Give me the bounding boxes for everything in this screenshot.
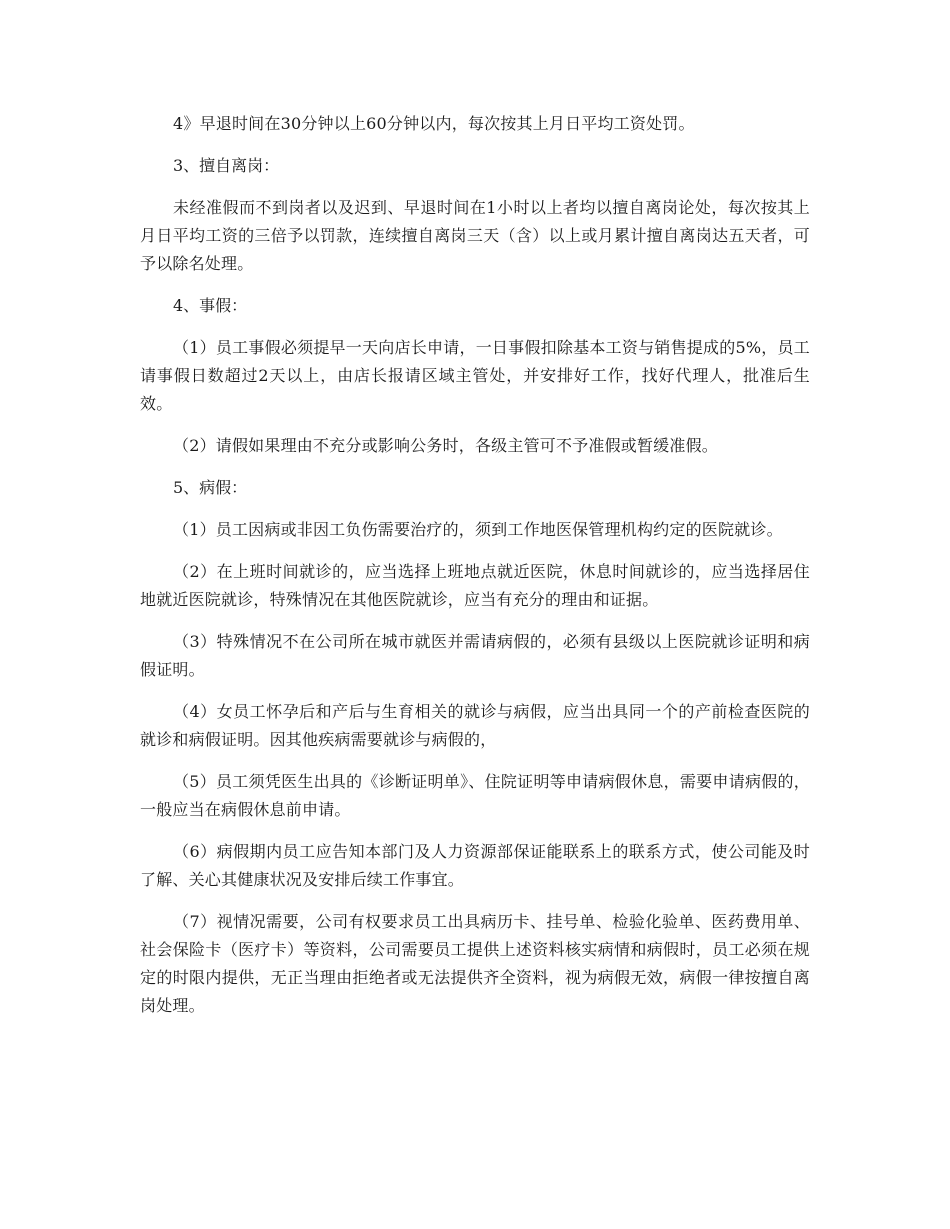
paragraph-unauthorized-absence: 未经准假而不到岗者以及迟到、早退时间在1小时以上者均以擅自离岗论处，每次按其上月日平均工资的三倍予以罚款，连续擅自离岗三天（含）以上或月累计擅自离岗达五天者，可予以除名处理。 — [140, 198, 810, 273]
paragraph-sick-leave-1: （1）员工因病或非因工负伤需要治疗的，须到工作地医保管理机构约定的医院就诊。 — [173, 520, 783, 539]
paragraph-personal-leave-1: （1）员工事假必须提早一天向店长申请，一日事假扣除基本工资与销售提成的5%，员工请事假日数超过2天以上，由店长报请区域主管处，并安排好工作，找好代理人，批准后生效。 — [140, 338, 810, 413]
paragraph-sick-leave-3: （3）特殊情况不在公司所在城市就医并需请病假的，必须有县级以上医院就诊证明和病假证明。 — [140, 632, 810, 679]
paragraph-sick-leave-2: （2）在上班时间就诊的，应当选择上班地点就近医院，休息时间就诊的，应当选择居住地就近医院就诊，特殊情况在其他医院就诊，应当有充分的理由和证据。 — [140, 562, 810, 609]
paragraph-sick-leave-5: （5）员工须凭医生出具的《诊断证明单》、住院证明等申请病假休息，需要申请病假的，一般应当在病假休息前申请。 — [140, 772, 810, 819]
paragraph-personal-leave-2: （2）请假如果理由不充分或影响公务时，各级主管可不予准假或暂缓准假。 — [173, 436, 718, 455]
heading-personal-leave: 4、事假： — [173, 296, 248, 315]
paragraph-early-leave-rule: 4》早退时间在30分钟以上60分钟以内，每次按其上月日平均工资处罚。 — [173, 114, 695, 133]
document-page — [140, 110, 810, 1034]
paragraph-sick-leave-6: （6）病假期内员工应告知本部门及人力资源部保证能联系上的联系方式，使公司能及时了解、关心其健康状况及安排后续工作事宜。 — [140, 842, 810, 889]
paragraph-sick-leave-4: （4）女员工怀孕后和产后与生育相关的就诊与病假，应当出具同一个的产前检查医院的就诊和病假证明。因其他疾病需要就诊与病假的， — [140, 702, 810, 749]
heading-sick-leave: 5、病假： — [173, 478, 248, 497]
heading-unauthorized-absence: 3、擅自离岗： — [173, 156, 280, 175]
paragraph-sick-leave-7: （7）视情况需要，公司有权要求员工出具病历卡、挂号单、检验化验单、医药费用单、社会保险卡（医疗卡）等资料，公司需要员工提供上述资料核实病情和病假时，员工必须在规定的时限内提供，无正当理由拒绝者或无法提供齐全资料，视为病假无效，病假一律按擅自离岗处理。 — [140, 912, 810, 1015]
